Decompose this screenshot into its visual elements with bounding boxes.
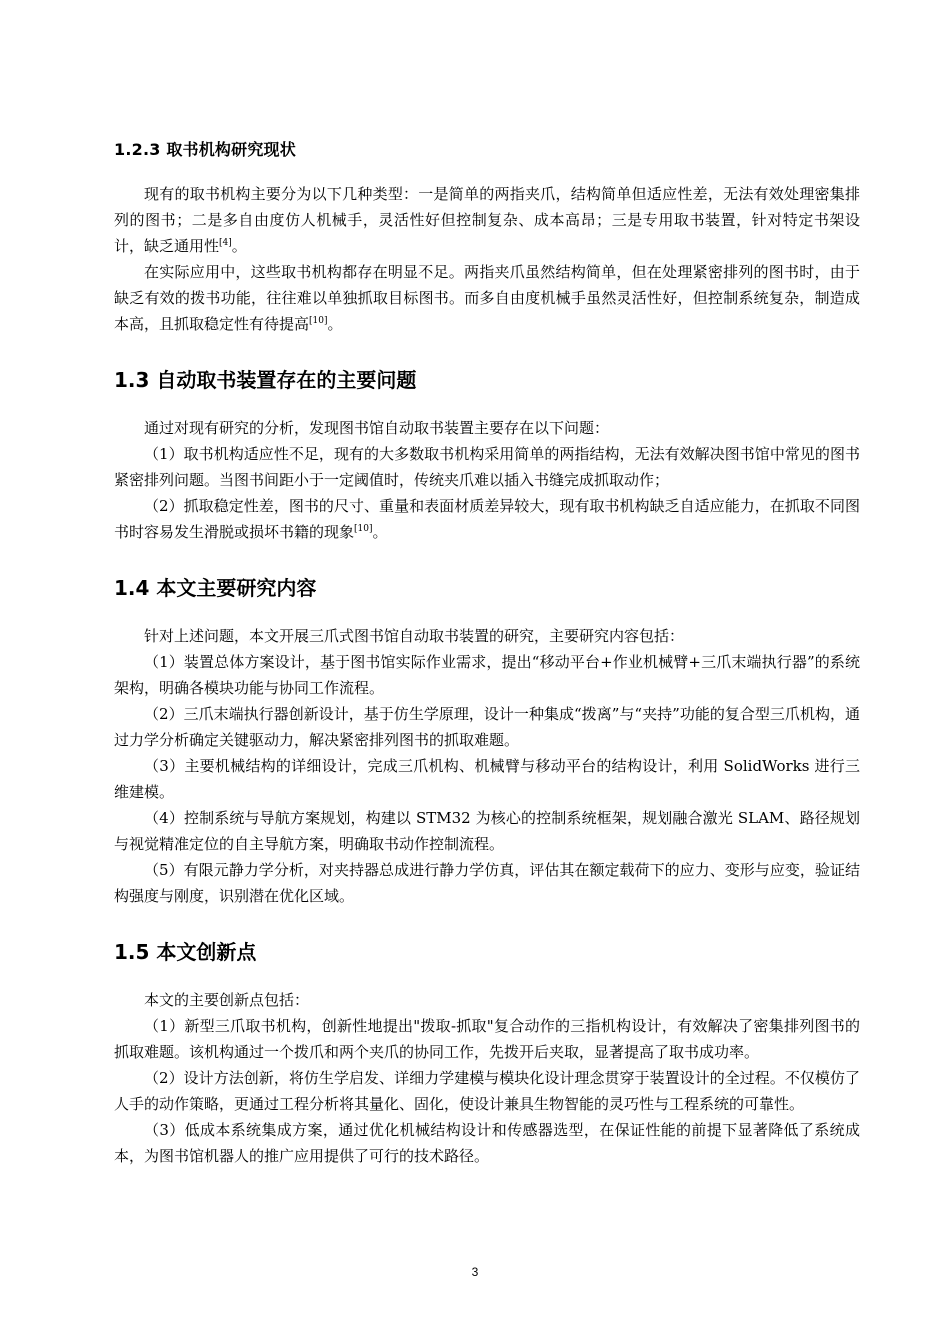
paragraph bbox=[114, 1013, 860, 1065]
paragraph-text: （1）新型三爪取书机构，创新性地提出"拨取-抓取"复合动作的三指机构设计，有效解决了密集排列图书的抓取难题。该机构通过一个拨爪和两个夹爪的协同工作，先拨开后夹取，显著提高了取书成功率。 bbox=[114, 1017, 860, 1061]
paragraph bbox=[114, 181, 860, 259]
paragraph-text: 针对上述问题，本文开展三爪式图书馆自动取书装置的研究，主要研究内容包括： bbox=[144, 627, 685, 645]
paragraph bbox=[114, 441, 860, 493]
paragraph bbox=[114, 259, 860, 337]
paragraph bbox=[114, 1065, 860, 1117]
paragraph bbox=[114, 649, 860, 701]
paragraph-text: （1）取书机构适应性不足，现有的大多数取书机构采用简单的两指结构，无法有效解决图书馆中常见的图书紧密排列问题。当图书间距小于一定阈值时，传统夹爪难以插入书缝完成抓取动作； bbox=[114, 445, 860, 489]
page-number: 3 bbox=[471, 1265, 479, 1279]
paragraph-text: （5）有限元静力学分析，对夹持器总成进行静力学仿真，评估其在额定载荷下的应力、变形与应变，验证结构强度与刚度，识别潜在优化区域。 bbox=[114, 861, 860, 905]
paragraph-text: （2）抓取稳定性差，图书的尺寸、重量和表面材质差异较大，现有取书机构缺乏自适应能力，在抓取不同图书时容易发生滑脱或损坏书籍的现象 bbox=[114, 497, 860, 541]
paragraph bbox=[114, 415, 860, 441]
paragraph-end-punctuation: 。 bbox=[231, 237, 247, 255]
section-heading: 1.5 本文创新点 bbox=[114, 940, 257, 964]
page-content bbox=[114, 137, 860, 1169]
paragraph bbox=[114, 857, 860, 909]
paragraph bbox=[114, 805, 860, 857]
citation-reference: [10] bbox=[354, 524, 373, 534]
paragraph bbox=[114, 1117, 860, 1169]
section-heading: 1.2.3 取书机构研究现状 bbox=[114, 140, 296, 159]
citation-reference: [4] bbox=[219, 238, 232, 248]
paragraph bbox=[114, 701, 860, 753]
section-heading: 1.3 自动取书装置存在的主要问题 bbox=[114, 368, 417, 392]
paragraph bbox=[114, 493, 860, 545]
paragraph bbox=[114, 753, 860, 805]
paragraph-text: （1）装置总体方案设计，基于图书馆实际作业需求，提出“移动平台+作业机械臂+三爪末端执行器”的系统架构，明确各模块功能与协同工作流程。 bbox=[114, 653, 860, 697]
paragraph-text: 通过对现有研究的分析，发现图书馆自动取书装置主要存在以下问题： bbox=[144, 419, 610, 437]
paragraph bbox=[114, 623, 860, 649]
paragraph-text: （3）低成本系统集成方案，通过优化机械结构设计和传感器选型，在保证性能的前提下显著降低了系统成本，为图书馆机器人的推广应用提供了可行的技术路径。 bbox=[114, 1121, 860, 1165]
paragraph-text: 现有的取书机构主要分为以下几种类型：一是简单的两指夹爪，结构简单但适应性差，无法有效处理密集排列的图书；二是多自由度仿人机械手，灵活性好但控制复杂、成本高昂；三是专用取书装置，针对特定书架设计，缺乏通用性 bbox=[114, 185, 860, 255]
paragraph-text: （2）三爪末端执行器创新设计，基于仿生学原理，设计一种集成“拨离”与“夹持”功能的复合型三爪机构，通过力学分析确定关键驱动力，解决紧密排列图书的抓取难题。 bbox=[114, 705, 860, 749]
paragraph-end-punctuation: 。 bbox=[372, 523, 388, 541]
paragraph-end-punctuation: 。 bbox=[327, 315, 343, 333]
section-heading: 1.4 本文主要研究内容 bbox=[114, 576, 317, 600]
paragraph-text: 在实际应用中，这些取书机构都存在明显不足。两指夹爪虽然结构简单，但在处理紧密排列的图书时，由于缺乏有效的拨书功能，往往难以单独抓取目标图书。而多自由度机械手虽然灵活性好，但控制系统复杂，制造成本高，且抓取稳定性有待提高 bbox=[114, 263, 860, 333]
paragraph bbox=[114, 987, 860, 1013]
paragraph-text: （4）控制系统与导航方案规划，构建以 STM32 为核心的控制系统框架，规划融合激光 SLAM、路径规划与视觉精准定位的自主导航方案，明确取书动作控制流程。 bbox=[114, 809, 860, 853]
citation-reference: [10] bbox=[309, 316, 328, 326]
paragraph-text: （3）主要机械结构的详细设计，完成三爪机构、机械臂与移动平台的结构设计，利用 SolidWorks 进行三维建模。 bbox=[114, 757, 860, 801]
paragraph-text: 本文的主要创新点包括： bbox=[144, 991, 310, 1009]
paragraph-text: （2）设计方法创新，将仿生学启发、详细力学建模与模块化设计理念贯穿于装置设计的全过程。不仅模仿了人手的动作策略，更通过工程分析将其量化、固化，使设计兼具生物智能的灵巧性与工程系统的可靠性。 bbox=[114, 1069, 860, 1113]
